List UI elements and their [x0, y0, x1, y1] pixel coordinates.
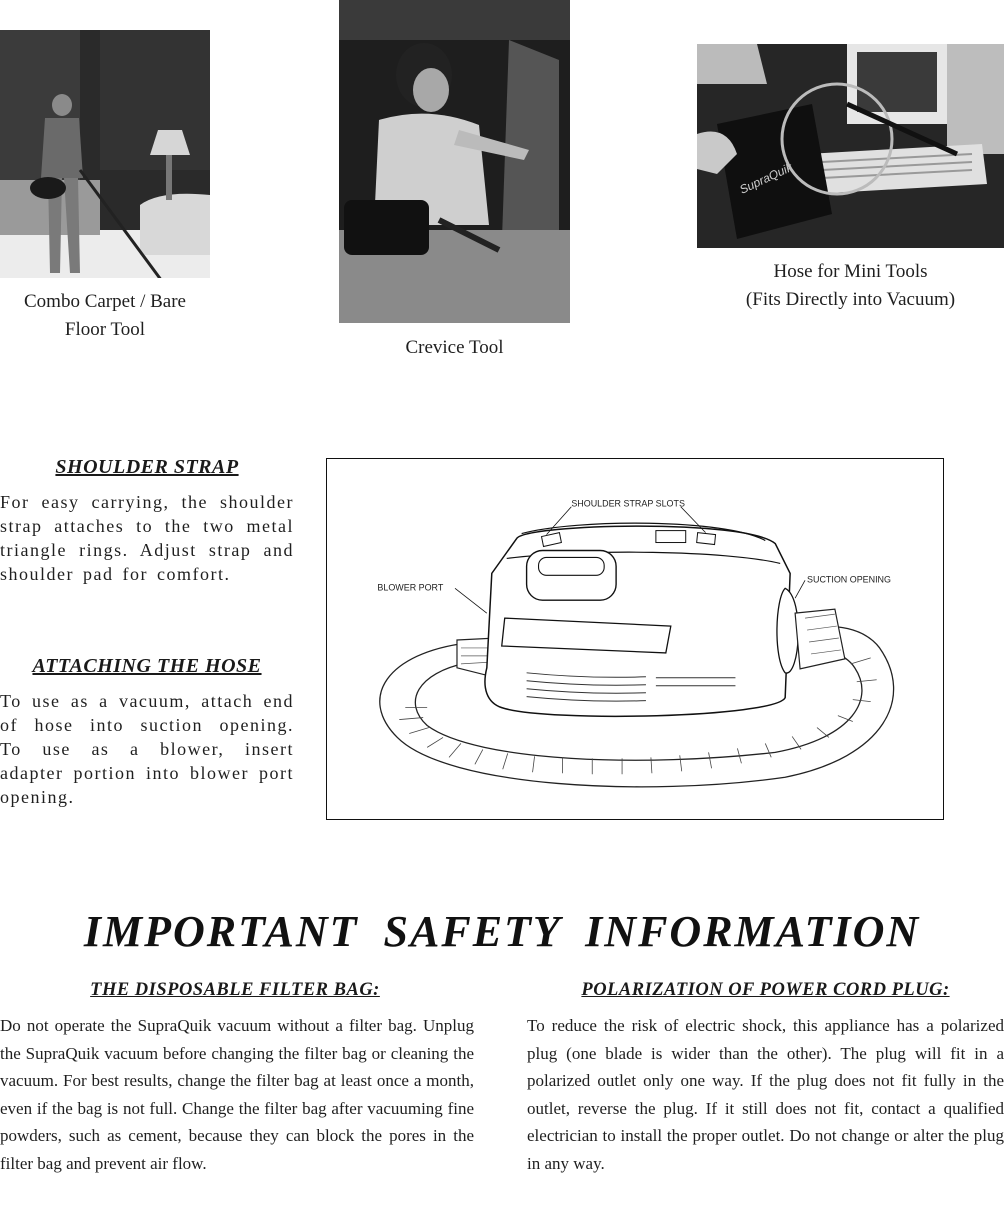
caption-line: (Fits Directly into Vacuum) — [745, 289, 956, 310]
crevice-tool-photo — [339, 0, 570, 323]
shoulder-strap-slots-label: SHOULDER STRAP SLOTS — [571, 498, 685, 509]
shoulder-strap-heading: SHOULDER STRAP — [55, 456, 239, 478]
hose-mini-tools-caption — [697, 258, 1004, 314]
caption-line: Hose for Mini Tools — [773, 261, 928, 282]
filter-bag-heading: THE DISPOSABLE FILTER BAG: — [90, 980, 380, 1000]
polarization-heading: POLARIZATION OF POWER CORD PLUG: — [581, 980, 950, 1000]
blower-port-label: BLOWER PORT — [377, 582, 444, 593]
polarization-text: To reduce the risk of electric shock, this appliance has a polarized plug (one blade is wider than the other). The plug will fit in a polarized outlet only one way. If the plug does not fit fully in the outlet, reverse the plug. If it still does not fit, contact a qualified electrician to install the proper outlet. Do not change or alter the plug in any way. — [527, 1016, 1004, 1173]
crevice-tool-caption — [339, 334, 570, 362]
safety-title: IMPORTANT SAFETY INFORMATION — [83, 907, 921, 956]
caption-line: Crevice Tool — [405, 337, 504, 358]
combo-tool-caption — [0, 288, 210, 344]
shoulder-strap-text: For easy carrying, the shoulder strap attaches to the two metal triangle rings. Adjust strap and shoulder pad for comfort. — [0, 492, 294, 584]
caption-line: Combo Carpet / Bare — [24, 291, 186, 312]
svg-text:SupraQuik: SupraQuik — [737, 160, 795, 197]
vacuum-diagram-svg — [327, 459, 943, 819]
attaching-hose-text: To use as a vacuum, attach end of hose into suction opening. To use as a blower, insert adapter portion into blower port opening. — [0, 691, 294, 807]
vacuum-diagram — [326, 458, 944, 820]
caption-line: Floor Tool — [64, 319, 146, 340]
hose-mini-tools-photo — [697, 44, 1004, 248]
filter-bag-text: Do not operate the SupraQuik vacuum without a filter bag. Unplug the SupraQuik vacuum before changing the filter bag or cleaning the vacuum. For best results, change the filter bag at least once a month, even if the bag is not full. Change the filter bag after vacuuming fine powders, such as cement, because they can block the pores in the filter bag and prevent air flow. — [0, 1016, 474, 1173]
combo-tool-photo — [0, 30, 210, 278]
attaching-hose-heading: ATTACHING THE HOSE — [32, 655, 262, 677]
suction-opening-label: SUCTION OPENING — [807, 574, 891, 585]
